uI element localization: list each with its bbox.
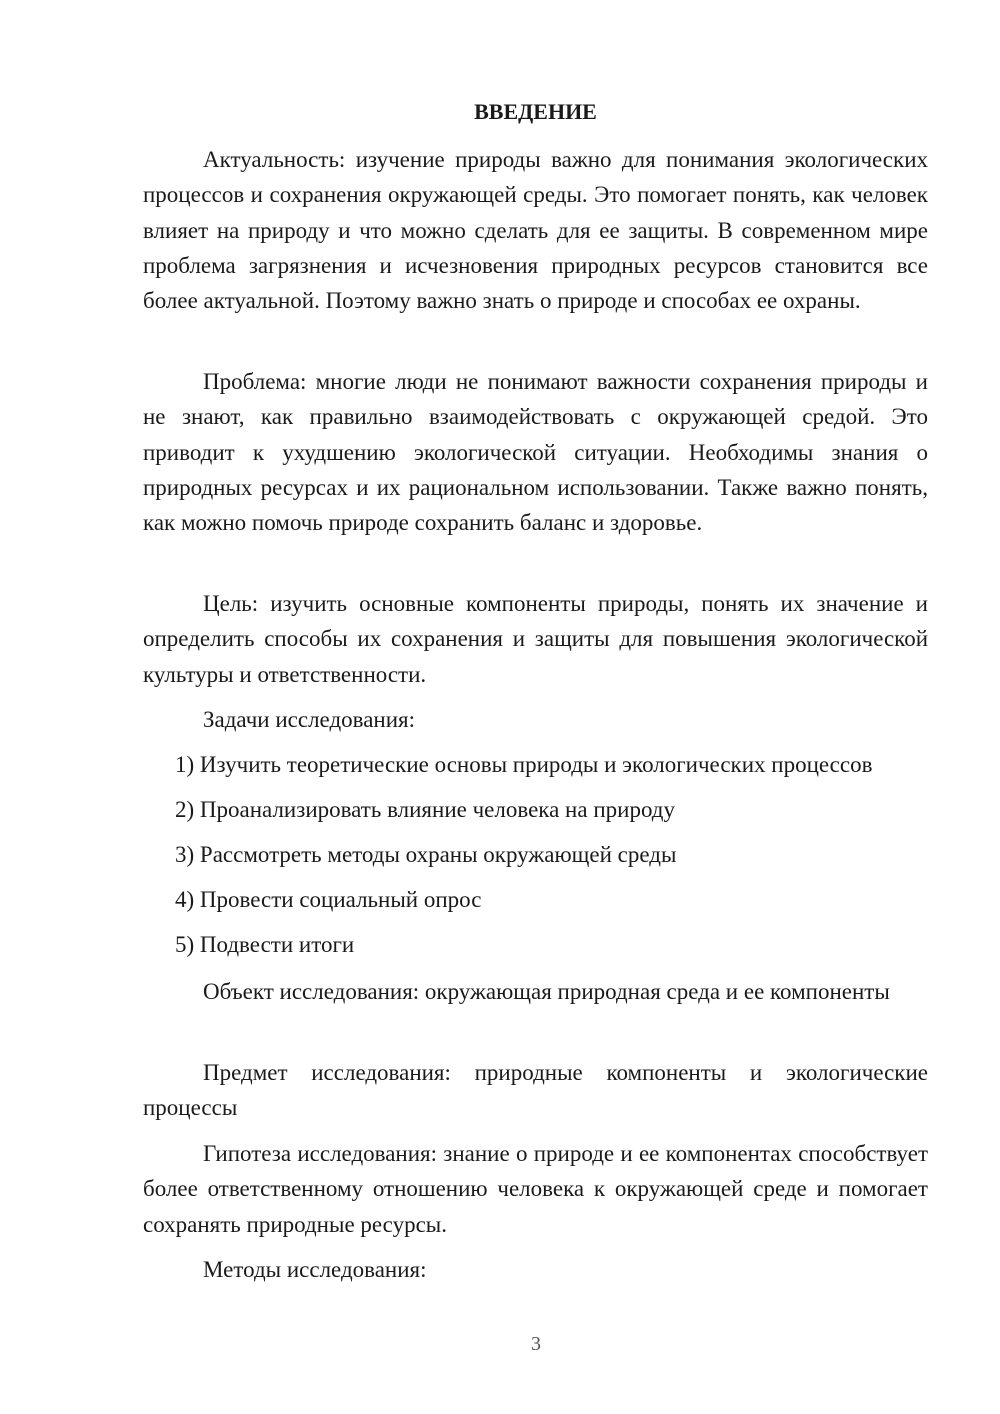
paragraph-relevance: Актуальность: изучение природы важно для понимания экологических процессов и сохранения окружающей среды. Это помогает понять, как человек влияет на природу и что можно сделать для ее защиты. В современном мире проблема загрязнения и исчезновения природных ресурсов становится все более актуальной. Поэтому важно знать о природе и способах ее охраны. xyxy=(143,147,928,314)
task-item: 3) Рассмотреть методы охраны окружающей среды xyxy=(175,842,677,867)
paragraph-subject: Предмет исследования: природные компоненты и экологические процессы xyxy=(143,1060,928,1121)
task-item: 5) Подвести итоги xyxy=(175,932,355,957)
task-item: 4) Провести социальный опрос xyxy=(175,887,482,912)
tasks-label: Задачи исследования: xyxy=(203,707,416,732)
paragraph-problem: Проблема: многие люди не понимают важности сохранения природы и не знают, как правильно взаимодействовать с окружающей средой. Это приводит к ухудшению экологической ситуации. Необходимы знания о природных ресурсах и их рациональном использовании. Также важно понять, как можно помочь природе сохранить баланс и здоровье. xyxy=(143,369,928,536)
paragraph-goal: Цель: изучить основные компоненты природы, понять их значение и определить способы их сохранения и защиты для повышения экологической культуры и ответственности. xyxy=(143,591,928,687)
task-item: 2) Проанализировать влияние человека на природу xyxy=(175,797,675,822)
page-number: 3 xyxy=(531,1333,541,1355)
methods-label: Методы исследования: xyxy=(203,1257,427,1282)
page-heading: ВВЕДЕНИЕ xyxy=(474,99,597,124)
task-item: 1) Изучить теоретические основы природы и экологических процессов xyxy=(175,752,873,777)
paragraph-object: Объект исследования: окружающая природная среда и ее компоненты xyxy=(203,979,890,1004)
paragraph-hypothesis: Гипотеза исследования: знание о природе и ее компонентах способствует более ответственному отношению человека к окружающей среде и помогает сохранять природные ресурсы. xyxy=(143,1141,928,1237)
